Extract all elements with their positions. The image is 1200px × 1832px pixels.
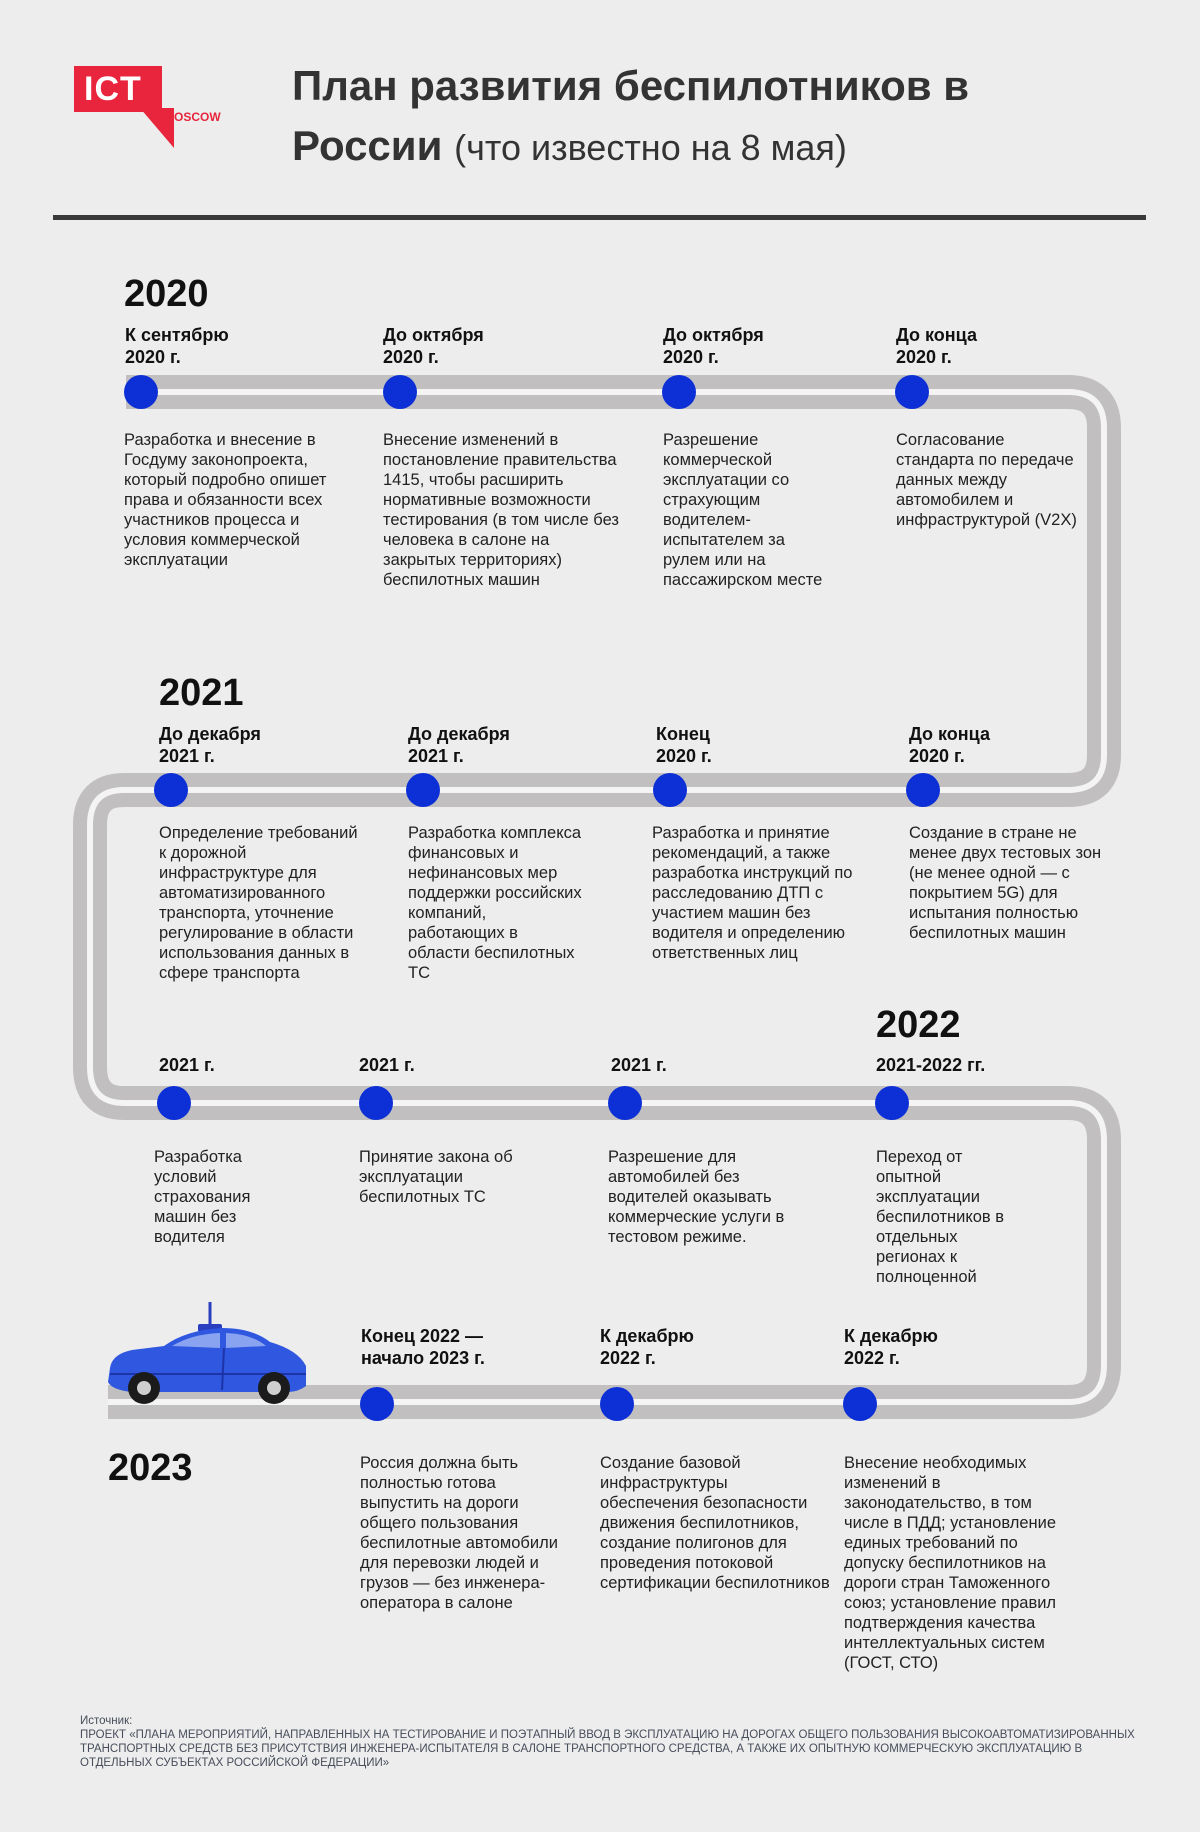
milestone-date: Конец 2022 — начало 2023 г. xyxy=(361,1326,485,1368)
milestone-dot xyxy=(383,375,417,409)
milestone-dot xyxy=(875,1086,909,1120)
milestone-dot xyxy=(360,1387,394,1421)
milestone-dot xyxy=(359,1086,393,1120)
milestone-text: Разработка условий страхования машин без водителя xyxy=(154,1148,251,1246)
milestone-text: Согласование стандарта по передаче данных между автомобилем и инфраструктурой (V2X) xyxy=(896,431,1077,529)
milestone-dot xyxy=(600,1387,634,1421)
autonomous-car-icon xyxy=(102,1298,310,1408)
milestone-date: 2021 г. xyxy=(359,1055,415,1075)
milestone-dot xyxy=(843,1387,877,1421)
title-line-2 xyxy=(292,116,1132,178)
year-2022: 2022 xyxy=(876,1004,961,1046)
milestone-dot xyxy=(124,375,158,409)
logo-city: MOSCOW xyxy=(164,110,221,124)
milestone-text: Внесение изменений в постановление правительства 1415, чтобы расширить нормативные возможности тестирования (в том числе без человека в салоне на закрытых территориях) беспилотных машин xyxy=(383,431,619,589)
year-2020: 2020 xyxy=(124,273,209,315)
milestone-dot xyxy=(608,1086,642,1120)
milestone-date: К декабрю 2022 г. xyxy=(844,1326,938,1368)
milestone-text: Разработка комплекса финансовых и нефинансовых мер поддержки российских компаний, работающих в области беспилотных ТС xyxy=(408,824,582,982)
milestone-dot xyxy=(662,375,696,409)
milestone-dot xyxy=(406,773,440,807)
year-2021: 2021 xyxy=(159,672,244,714)
milestone-date: До конца 2020 г. xyxy=(896,325,977,367)
milestone-dot xyxy=(906,773,940,807)
milestone-date: 2021 г. xyxy=(159,1055,215,1075)
source-label: Источник: xyxy=(80,1715,133,1727)
title-note: (что известно на 8 мая) xyxy=(454,127,847,168)
milestone-date: До декабря 2021 г. xyxy=(159,724,261,766)
milestone-text: Россия должна быть полностью готова выпустить на дороги общего пользования беспилотные автомобили для перевозки людей и грузов — без инженера-оператора в салоне xyxy=(360,1454,558,1612)
source-note xyxy=(80,1714,1140,1770)
milestone-date: До декабря 2021 г. xyxy=(408,724,510,766)
milestone-dot xyxy=(154,773,188,807)
year-2023: 2023 xyxy=(108,1447,193,1489)
milestone-date: К декабрю 2022 г. xyxy=(600,1326,694,1368)
milestone-date: 2021-2022 гг. xyxy=(876,1055,986,1075)
milestone-dot xyxy=(157,1086,191,1120)
milestone-text: Принятие закона об эксплуатации беспилотных ТС xyxy=(359,1148,513,1206)
milestone-text: Разработка и принятие рекомендаций, а также разработка инструкций по расследованию ДТП с участием машин без водителя и определению ответственных лиц xyxy=(652,824,853,962)
milestone-date: 2021 г. xyxy=(611,1055,667,1075)
milestone-text: Разрешение коммерческой эксплуатации со страхующим водителем-испытателем за рулем или на пассажирском месте xyxy=(663,431,823,589)
milestone-dot xyxy=(895,375,929,409)
header-divider xyxy=(53,215,1146,220)
milestone-date: До октября 2020 г. xyxy=(663,325,764,367)
milestone-text: Разрешение для автомобилей без водителей оказывать коммерческие услуги в тестовом режиме. xyxy=(608,1148,785,1246)
milestone-date: К сентябрю 2020 г. xyxy=(125,325,229,367)
milestone-text: Создание в стране не менее двух тестовых зон (не менее одной — с покрытием 5G) для испытания полностью беспилотных машин xyxy=(909,824,1102,942)
page-title xyxy=(292,56,1132,178)
title-line-1: План развития беспилотников в xyxy=(292,62,970,109)
milestone-dot xyxy=(653,773,687,807)
source-text: ПРОЕКТ «ПЛАНА МЕРОПРИЯТИЙ, НАПРАВЛЕННЫХ НА ТЕСТИРОВАНИЕ И ПОЭТАПНЫЙ ВВОД В ЭКСПЛУАТАЦИЮ НА ДОРОГАХ ОБЩЕГО ПОЛЬЗОВАНИЯ ВЫСОКОАВТОМАТИЗИРОВАННЫХ ТРАНСПОРТНЫХ СРЕДСТВ БЕЗ ПРИСУТСТВИЯ ИНЖЕНЕРА-ИСПЫТАТЕЛЯ В САЛОНЕ ТРАНСПОРТНОГО СРЕДСТВА, А ТАКЖЕ ИХ ОПЫТНУЮ КОММЕРЧЕСКУЮ ЭКСПЛУАТАЦИЮ В ОТДЕЛЬНЫХ СУБЪЕКТАХ РОССИЙСКОЙ ФЕДЕРАЦИИ» xyxy=(80,1729,1135,1769)
milestone-text: Внесение необходимых изменений в законодательство, в том числе в ПДД; установление единых требований по допуску беспилотников на дороги стран Таможенного союз; установление правил подтверждения качества интеллектуальных систем (ГОСТ, СТО) xyxy=(844,1454,1057,1672)
milestone-text: Переход от опытной эксплуатации беспилотников в отдельных регионах к полноценной xyxy=(876,1148,1005,1286)
milestone-text: Создание базовой инфраструктуры обеспечения безопасности движения беспилотников, создание полигонов для проведения потоковой сертификации беспилотников xyxy=(600,1454,830,1592)
logo-text: ICT xyxy=(84,70,142,108)
milestone-date: До октября 2020 г. xyxy=(383,325,484,367)
milestone-text: Разработка и внесение в Госдуму законопроекта, который подробно опишет права и обязанности всех участников процесса и условия коммерческой эксплуатации xyxy=(124,431,327,569)
milestone-date: До конца 2020 г. xyxy=(909,724,990,766)
milestone-date: Конец 2020 г. xyxy=(656,724,712,766)
milestone-text: Определение требований к дорожной инфраструктуре для автоматизированного транспорта, уточнение регулирование в области использования данных в сфере транспорта xyxy=(159,824,358,982)
title-bold-word: России xyxy=(292,122,443,169)
